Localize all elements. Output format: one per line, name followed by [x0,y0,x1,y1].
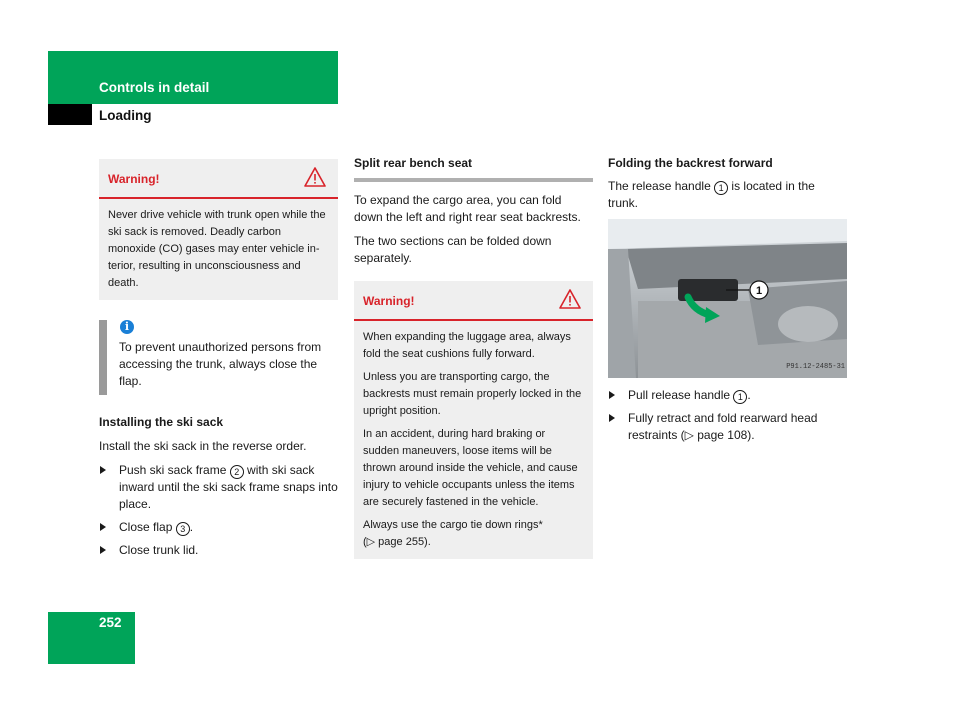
bullet-arrow-icon [100,523,106,531]
section-header-bar [48,51,338,104]
bullet-arrow-icon [100,546,106,554]
info-text: To prevent unauthorized persons from accessing the trunk, always close the flap. [119,340,322,388]
warning-body [354,321,593,559]
paragraph: To expand the cargo area, you can fold down the left and right rear seat backrests. [354,193,581,224]
step-text: Push ski sack frame [119,463,230,477]
warning-text: Unless you are transporting cargo, the backrests must remain properly locked in the upright position. [363,371,582,417]
warning-header [99,159,338,199]
split-bench-heading: Split rear bench seat [354,155,593,182]
callout-number: 1 [714,181,728,195]
info-icon: i [120,320,134,334]
step-text: with ski sack inward until the ski sack frame snaps into place. [119,463,338,511]
bullet-arrow-icon [609,391,615,399]
callout-number: 3 [176,522,190,536]
section-title: Controls in detail [99,80,210,95]
step-text: Fully retract and fold rearward head restraints (▷ page 108). [628,411,818,442]
step-text: Close trunk lid. [119,543,199,557]
warning-triangle-icon [304,167,326,187]
left-column [99,159,338,559]
step-text: . [189,520,194,534]
trunk-release-handle-photo [608,219,847,378]
step-text: Close flap [119,520,176,534]
photo-code: P91.12-2485-31 [786,363,845,371]
warning-body [99,199,338,300]
warning-box [354,281,593,559]
bullet-arrow-icon [100,466,106,474]
paragraph: The two sections can be folded down separately. [354,234,552,265]
info-box [99,320,338,390]
photo-callout-label: 1 [755,285,763,297]
warning-title: Warning! [108,172,160,186]
warning-box [99,159,338,300]
subsection-title: Loading [99,108,152,123]
warning-triangle-icon [559,289,581,309]
middle-column [354,155,593,559]
list-item [99,462,338,513]
install-intro: Install the ski sack in the reverse order. [99,439,307,453]
page-number-box [48,612,135,664]
right-column [608,155,847,444]
paragraph: The release handle 1 is located in the trunk. [608,179,815,210]
callout-number: 1 [733,390,747,404]
page-number: 252 [99,615,122,630]
trunk-photo-illustration [608,219,847,378]
list-item [99,519,338,536]
step-text: Pull release handle [628,388,734,402]
folding-heading: Folding the backrest forward [608,156,773,170]
install-heading: Installing the ski sack [99,415,224,429]
warning-text: Always use the cargo tie down rings* (▷ page 255). [363,519,543,548]
warning-text: In an accident, during hard braking or sudden maneuvers, loose items will be thrown around inside the vehicle, and cause injury to vehicle occupants unless the items are securely fastened in the vehicle. [363,428,578,508]
section-tab-marker [48,104,92,125]
list-item [608,410,847,444]
warning-header [354,281,593,321]
info-side-bar [99,320,107,395]
callout-number: 2 [230,465,244,479]
step-text: . [747,388,751,402]
warning-title: Warning! [363,294,415,308]
bullet-arrow-icon [609,414,615,422]
warning-text: When expanding the luggage area, always fold the seat cushions fully forward. [363,331,571,360]
list-item [99,542,338,559]
list-item [608,387,847,404]
warning-text: Never drive vehicle with trunk open while the ski sack is removed. Deadly carbon monoxide (CO) gases may enter vehicle in-terior, resulting in unconsciousness and death. [108,209,326,289]
